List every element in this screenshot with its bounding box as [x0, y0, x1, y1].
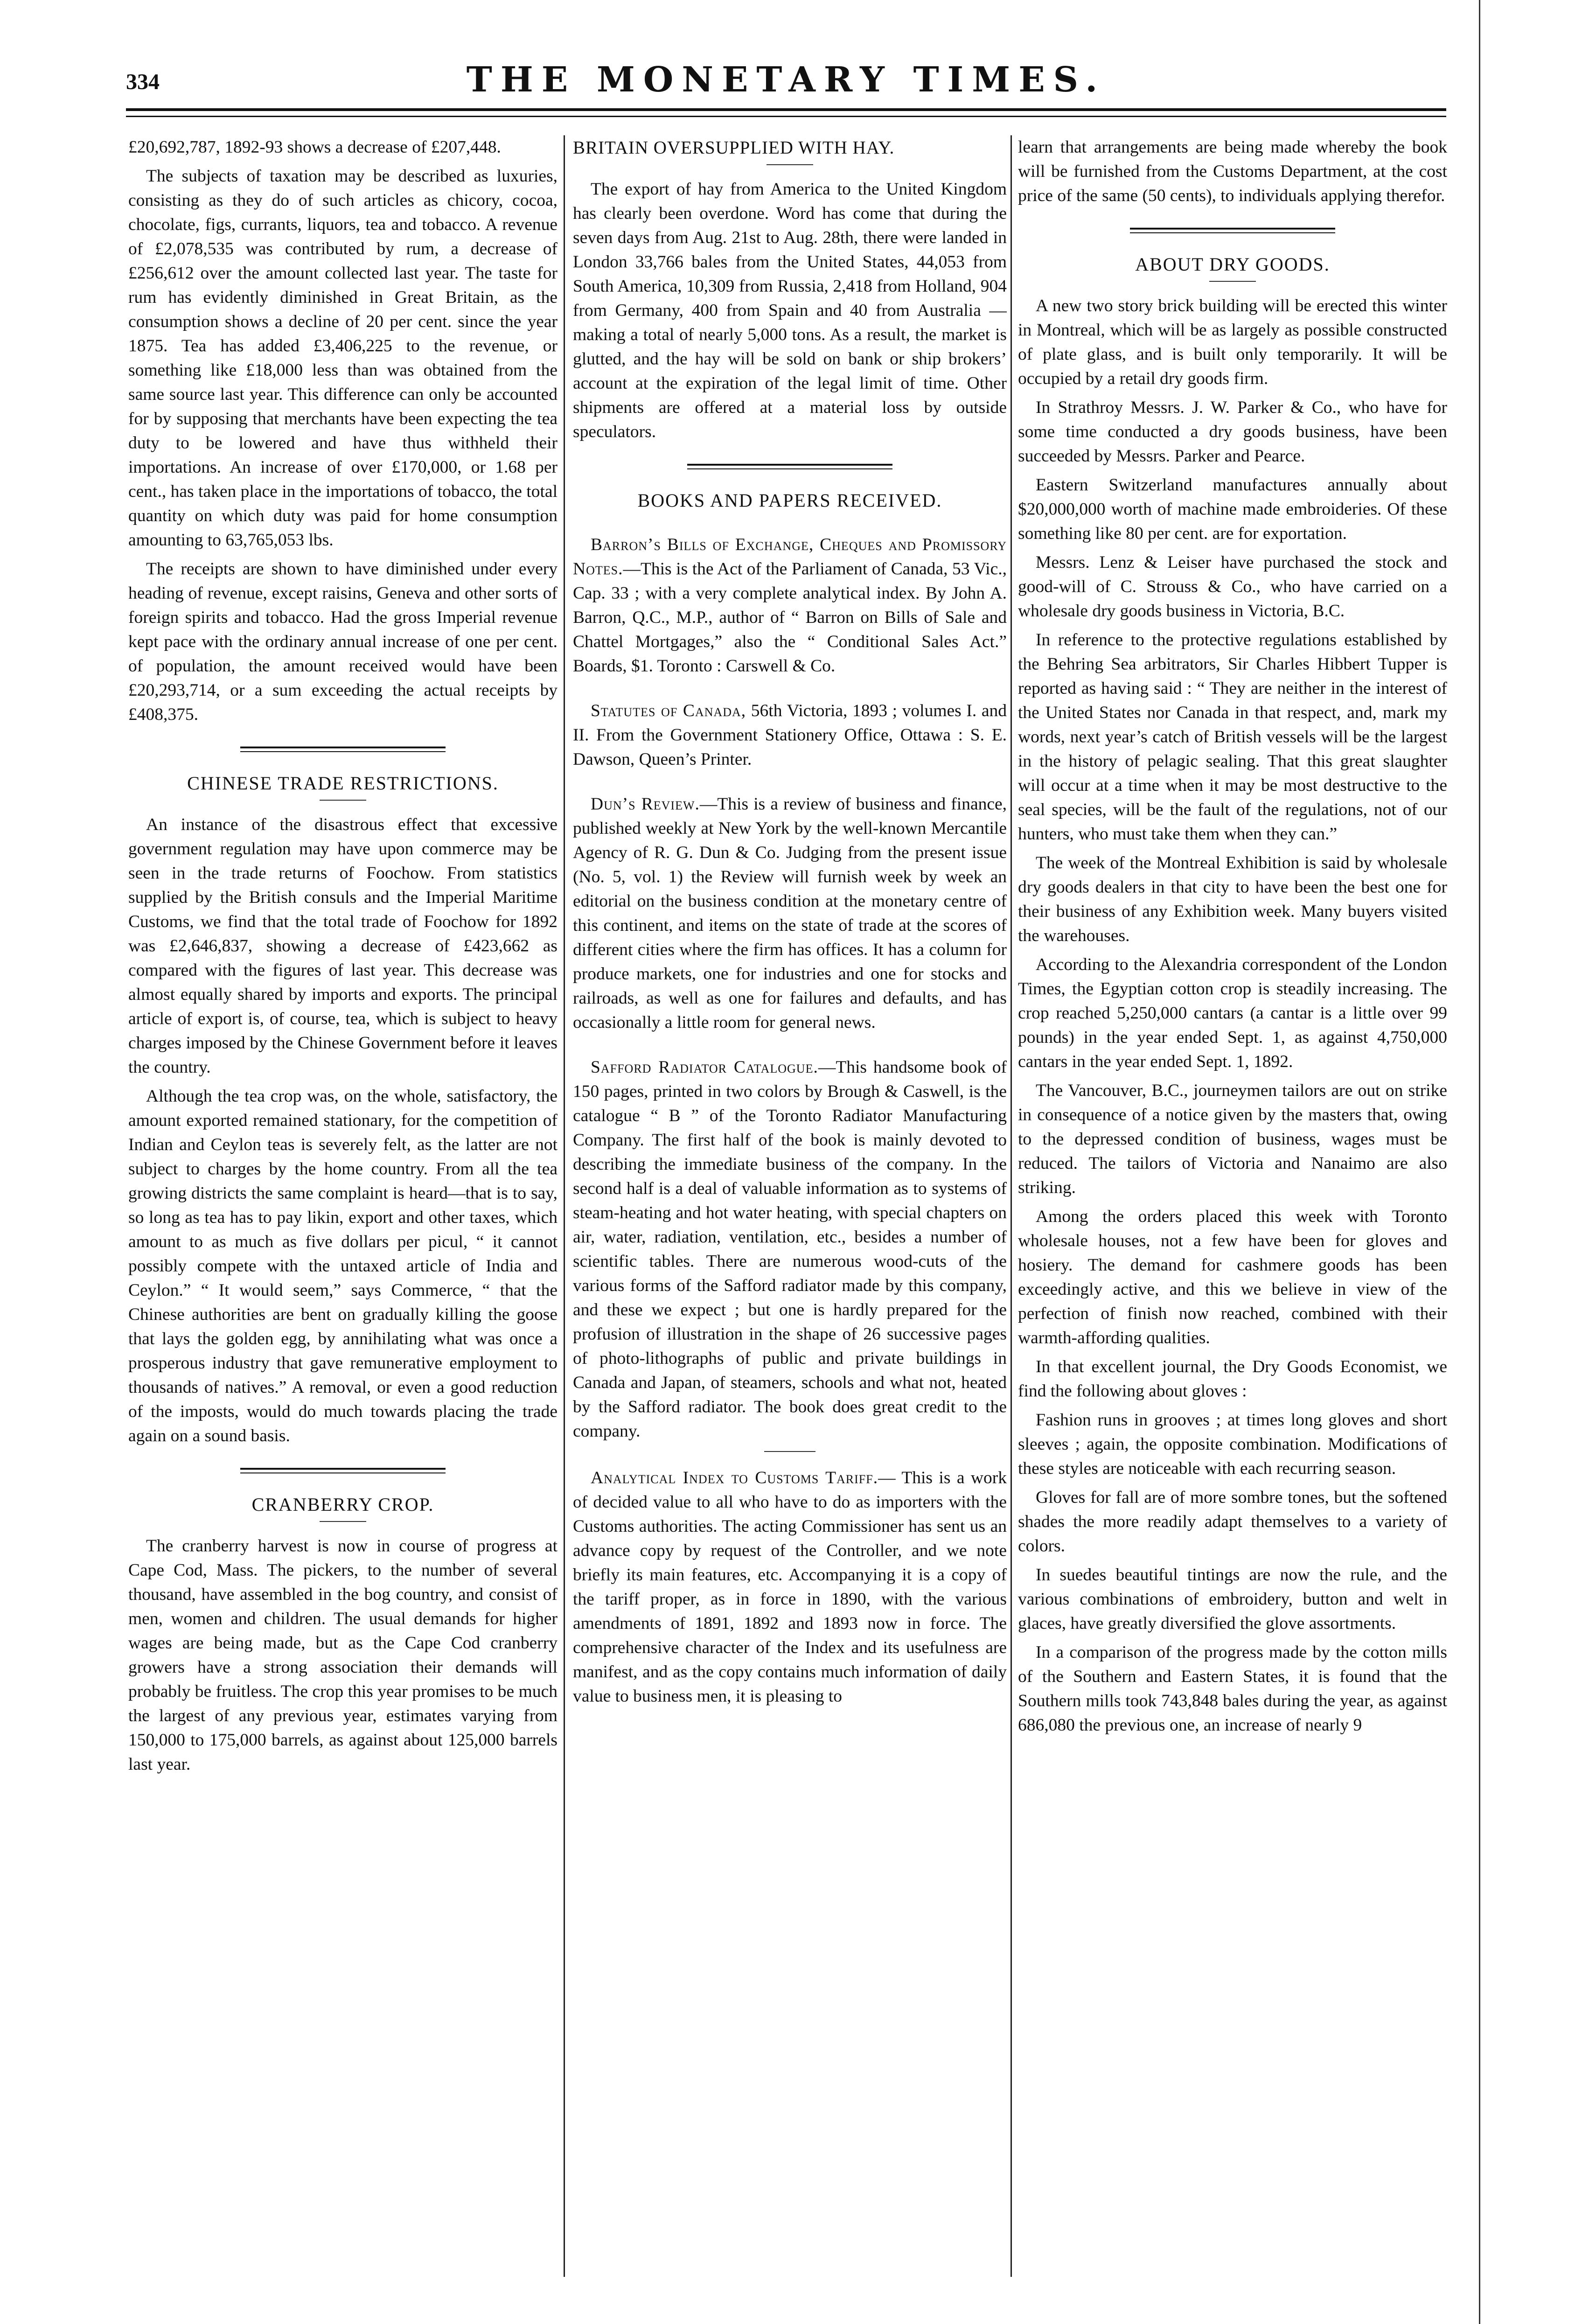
paragraph: The week of the Montreal Exhibition is said by wholesale dry goods dealers in that city to have been the best one for their business of any Exhibition week. Many buyers visited the warehouses. — [1018, 853, 1447, 945]
column-3 — [1018, 135, 1447, 2291]
entry-lead: Safford Radiator Catalogue. — [591, 1058, 818, 1077]
headline-rule — [320, 1521, 366, 1522]
entry-text: —This is a review of business and finance, published weekly at New York by the well-known Mercantile Agency of R. G. Dun & Co. Judging from the present issue (No. 5, vol. 1) the Review will furnish week by week an editorial on the business condition at the monetary centre of this continent, and items on the state of trade at the scores of different cities where the firm has offices. It has a column for produce markets, one for industries and one for stocks and railroads, as well as one for failures and defaults, and has occasionally a little room for general news. — [573, 795, 1007, 1032]
paragraph: A new two story brick building will be erected this winter in Montreal, which will be as largely as possible constructed of plate glass, and is built only temporarily. It will be occupied by a retail dry goods firm. — [1018, 296, 1447, 388]
headline-chinese-trade: CHINESE TRADE RESTRICTIONS. — [187, 773, 499, 794]
paragraph: Among the orders placed this week with Toronto wholesale houses, not a few have been for gloves and hosiery. The demand for cashmere goods has been exceedingly active, and this we believe in view of the perfection of finish now reached, combined with their warmth-affording qualities. — [1018, 1207, 1447, 1347]
entry-text: 56th Victoria, 1893 ; volumes I. and II. From the Government Stationery Office, Ottawa : S. E. Dawson, Queen’s Printer. — [573, 701, 1007, 769]
paragraph: £20,692,787, 1892-93 shows a decrease of £207,448. — [128, 138, 501, 157]
paragraph: In that excellent journal, the Dry Goods Economist, we find the following about gloves : — [1018, 1357, 1447, 1401]
book-entry-barron — [573, 533, 1007, 678]
entry-lead: Dun’s Review. — [591, 795, 700, 814]
masthead-title: THE MONETARY TIMES. — [466, 60, 1106, 100]
paragraph: In a comparison of the progress made by the cotton mills of the Southern and Eastern States, it is found that the Southern mills took 743,848 bales during the year, as against 686,080 the previous one, an increase of nearly 9 — [1018, 1643, 1447, 1735]
paragraph: The subjects of taxation may be described as luxuries, consisting as they do of such articles as chicory, cocoa, chocolate, figs, currants, liquors, tea and tobacco. A revenue of £2,078,535 was contributed by rum, a decrease of £256,612 over the amount collected last year. The taste for rum has evidently diminished in Great Britain, as the consumption shows a decline of 20 per cent. since the year 1875. Tea has added £3,406,225 to the revenue, or something like £18,000 less than was obtained from the same source last year. This difference can only be accounted for by supposing that merchants have been expecting the tea duty to be lowered and have thus withheld their importations. An increase of over £170,000, or 1.68 per cent., has taken place in the importations of tobacco, the total quantity on which duty was paid for home consumption amounting to 63,765,053 lbs. — [128, 167, 558, 550]
entry-text: —This is the Act of the Parliament of Canada, 53 Vic., Cap. 33 ; with a very complete analytical index. By John A. Barron, Q.C., M.P., author of “ Barron on Bills of Sale and Chattel Mortgages,” also the “ Conditional Sales Act.” Boards, $1. Toronto : Carswell & Co. — [573, 559, 1007, 676]
section-divider — [1130, 228, 1335, 233]
column-divider-2 — [1011, 135, 1012, 2277]
headline-dry-goods: ABOUT DRY GOODS. — [1135, 254, 1330, 275]
column-2 — [573, 135, 1007, 2291]
entry-lead: Statutes of Canada, — [591, 701, 746, 720]
book-entry-analytical-index — [573, 1466, 1007, 1709]
headline-rule — [1209, 281, 1256, 282]
entry-lead: Analytical Index to Customs Tariff. — [591, 1468, 878, 1487]
headline-rule — [767, 164, 813, 165]
paragraph: The export of hay from America to the United Kingdom has clearly been overdone. Word has come that during the seven days from Aug. 21st to Aug. 28th, there were landed in London 33,766 bales from the United States, 44,053 from South America, 10,309 from Russia, 2,418 from Holland, 904 from Germany, 400 from Spain and 40 from Australia —making a total of nearly 5,000 tons. As a result, the market is glutted, and the hay will be sold on bank or ship brokers’ account at the expiration of the legal limit of time. Other shipments are offered at a material loss by outside speculators. — [573, 180, 1007, 441]
paragraph: In suedes beautiful tintings are now the rule, and the various combinations of embroidery, button and welt in glaces, have greatly diversified the glove assortments. — [1018, 1565, 1447, 1633]
header-rule-thick — [126, 108, 1446, 111]
section-divider — [687, 464, 892, 469]
headline-cranberry-crop: CRANBERRY CROP. — [251, 1494, 434, 1515]
section-divider — [240, 747, 446, 752]
headline-rule — [320, 800, 366, 801]
section-divider — [240, 1468, 446, 1473]
paragraph: Gloves for fall are of more sombre tones, but the softened shades the more readily adapt themselves to a variety of colors. — [1018, 1488, 1447, 1556]
header-rule-thin — [126, 116, 1446, 117]
paragraph: Fashion runs in grooves ; at times long gloves and short sleeves ; again, the opposite combination. Modifications of these styles are noticeable with each recurring season. — [1018, 1410, 1447, 1478]
page-edge-line — [1479, 0, 1480, 2324]
paragraph: The receipts are shown to have diminished under every heading of revenue, except raisins, Geneva and other sorts of foreign spirits and tobacco. Had the gross Imperial revenue kept pace with the ordinary annual increase of one per cent. of population, the amount received would have been £20,293,714, or a sum exceeding the actual receipts by £408,375. — [128, 559, 558, 724]
column-1 — [128, 135, 558, 2291]
column-divider-1 — [564, 135, 565, 2277]
entry-text: — This is a work of decided value to all who have to do as importers with the Customs authorities. The acting Commissioner has sent us an advance copy by request of the Controller, and we note briefly its main features, etc. Accompanying it is a copy of the tariff proper, as in force in 1890, with the various amendments of 1891, 1892 and 1893 now in force. The comprehensive character of the Index and its usefulness are manifest, and as the copy contains much information of daily value to business men, it is pleasing to — [573, 1468, 1007, 1706]
book-entry-duns-review — [573, 792, 1007, 1035]
paragraph: In reference to the protective regulations established by the Behring Sea arbitrators, Sir Charles Hibbert Tupper is reported as having said : “ They are neither in the interest of the United States nor Canada in that respect, and, mark my words, next year’s catch of British vessels will be the largest in the history of pelagic sealing. That this great slaughter will occur at a time when it may be most destructive to the seal species, will be the fault of the regulations, not of our hunters, who must take them when they can.” — [1018, 630, 1447, 844]
entry-separator — [764, 1451, 815, 1452]
book-entry-safford — [573, 1055, 1007, 1444]
headline-britain-hay: BRITAIN OVERSUPPLIED WITH HAY. — [573, 138, 895, 158]
paragraph: Messrs. Lenz & Leiser have purchased the stock and good-will of C. Strouss & Co., who have carried on a wholesale dry goods business in Victoria, B.C. — [1018, 553, 1447, 621]
paragraph: Although the tea crop was, on the whole, satisfactory, the amount exported remained stationary, for the competition of Indian and Ceylon teas is severely felt, as the latter are not subject to charges by the home country. From all the tea growing districts the same complaint is heard—that is to say, so long as tea has to pay likin, export and other taxes, which amount to as much as five dollars per picul, “ it cannot possibly compete with the untaxed article of India and Ceylon.” “ It would seem,” says Commerce, “ that the Chinese authorities are bent on gradually killing the goose that lays the golden egg, by annihilating what was once a prosperous industry that gave remunerative employment to thousands of natives.” A removal, or even a good reduction of the imposts, would do much towards placing the trade again on a sound basis. — [128, 1087, 558, 1445]
paragraph: According to the Alexandria correspondent of the London Times, the Egyptian cotton crop is steadily increasing. The crop reached 5,250,000 cantars (a cantar is a little over 99 pounds) in the year ended Sept. 1, as against 4,750,000 cantars in the year ended Sept. 1, 1892. — [1018, 955, 1447, 1071]
entry-lead: Barron’s Bills of Exchange, Cheques and Promissory Notes. — [573, 535, 1007, 579]
paragraph: Eastern Switzerland manufactures annually about $20,000,000 worth of machine made embroideries. Of these something like 80 per cent. are for exportation. — [1018, 475, 1447, 543]
paragraph: The cranberry harvest is now in course of progress at Cape Cod, Mass. The pickers, to the number of several thousand, have assembled in the bog country, and consist of men, women and children. The usual demands for higher wages are being made, but as the Cape Cod cranberry growers have a strong association their demands will probably be fruitless. The crop this year promises to be much the largest of any previous year, estimates varying from 150,000 to 175,000 barrels, as against about 125,000 barrels last year. — [128, 1536, 558, 1774]
entry-text: —This handsome book of 150 pages, printed in two colors by Brough & Caswell, is the catalogue “ B ” of the Toronto Radiator Manufacturing Company. The first half of the book is mainly devoted to describing the immediate business of the company. In the second half is a deal of valuable information as to systems of steam-heating and hot water heating, with special chapters on air, water, radiation, ventilation, etc., besides a number of scientific tables. There are numerous wood-cuts of the various forms of the Safford radiator made by this company, and these we expect ; but one is hardly prepared for the profusion of illustration in the shape of 26 successive pages of photo-lithographs of public and private buildings in Canada and Japan, of steamers, schools and what not, heated by the Safford radiator. The book does great credit to the company. — [573, 1058, 1007, 1441]
page-number: 334 — [126, 70, 160, 94]
paragraph: An instance of the disastrous effect that excessive government regulation may have upon commerce may be seen in the trade returns of Foochow. From statistics supplied by the British consuls and the Imperial Maritime Customs, we find that the total trade of Foochow for 1892 was £2,646,837, showing a decrease of £423,662 as compared with the figures of last year. This decrease was almost equally shared by imports and exports. The principal article of export is, of course, tea, which is subject to heavy charges imposed by the Chinese Government before it leaves the country. — [128, 815, 558, 1077]
book-entry-statutes — [573, 699, 1007, 772]
paragraph: In Strathroy Messrs. J. W. Parker & Co., who have for some time conducted a dry goods business, have been succeeded by Messrs. Parker and Pearce. — [1018, 398, 1447, 466]
paragraph: The Vancouver, B.C., journeymen tailors are out on strike in consequence of a notice given by the masters that, owing to the depressed condition of business, wages must be reduced. The tailors of Victoria and Nanaimo are also striking. — [1018, 1081, 1447, 1197]
headline-books-papers: BOOKS AND PAPERS RECEIVED. — [637, 490, 942, 511]
paragraph: learn that arrangements are being made whereby the book will be furnished from the Customs Department, at the cost price of the same (50 cents), to individuals applying therefor. — [1018, 138, 1447, 205]
page-header — [126, 56, 1446, 121]
